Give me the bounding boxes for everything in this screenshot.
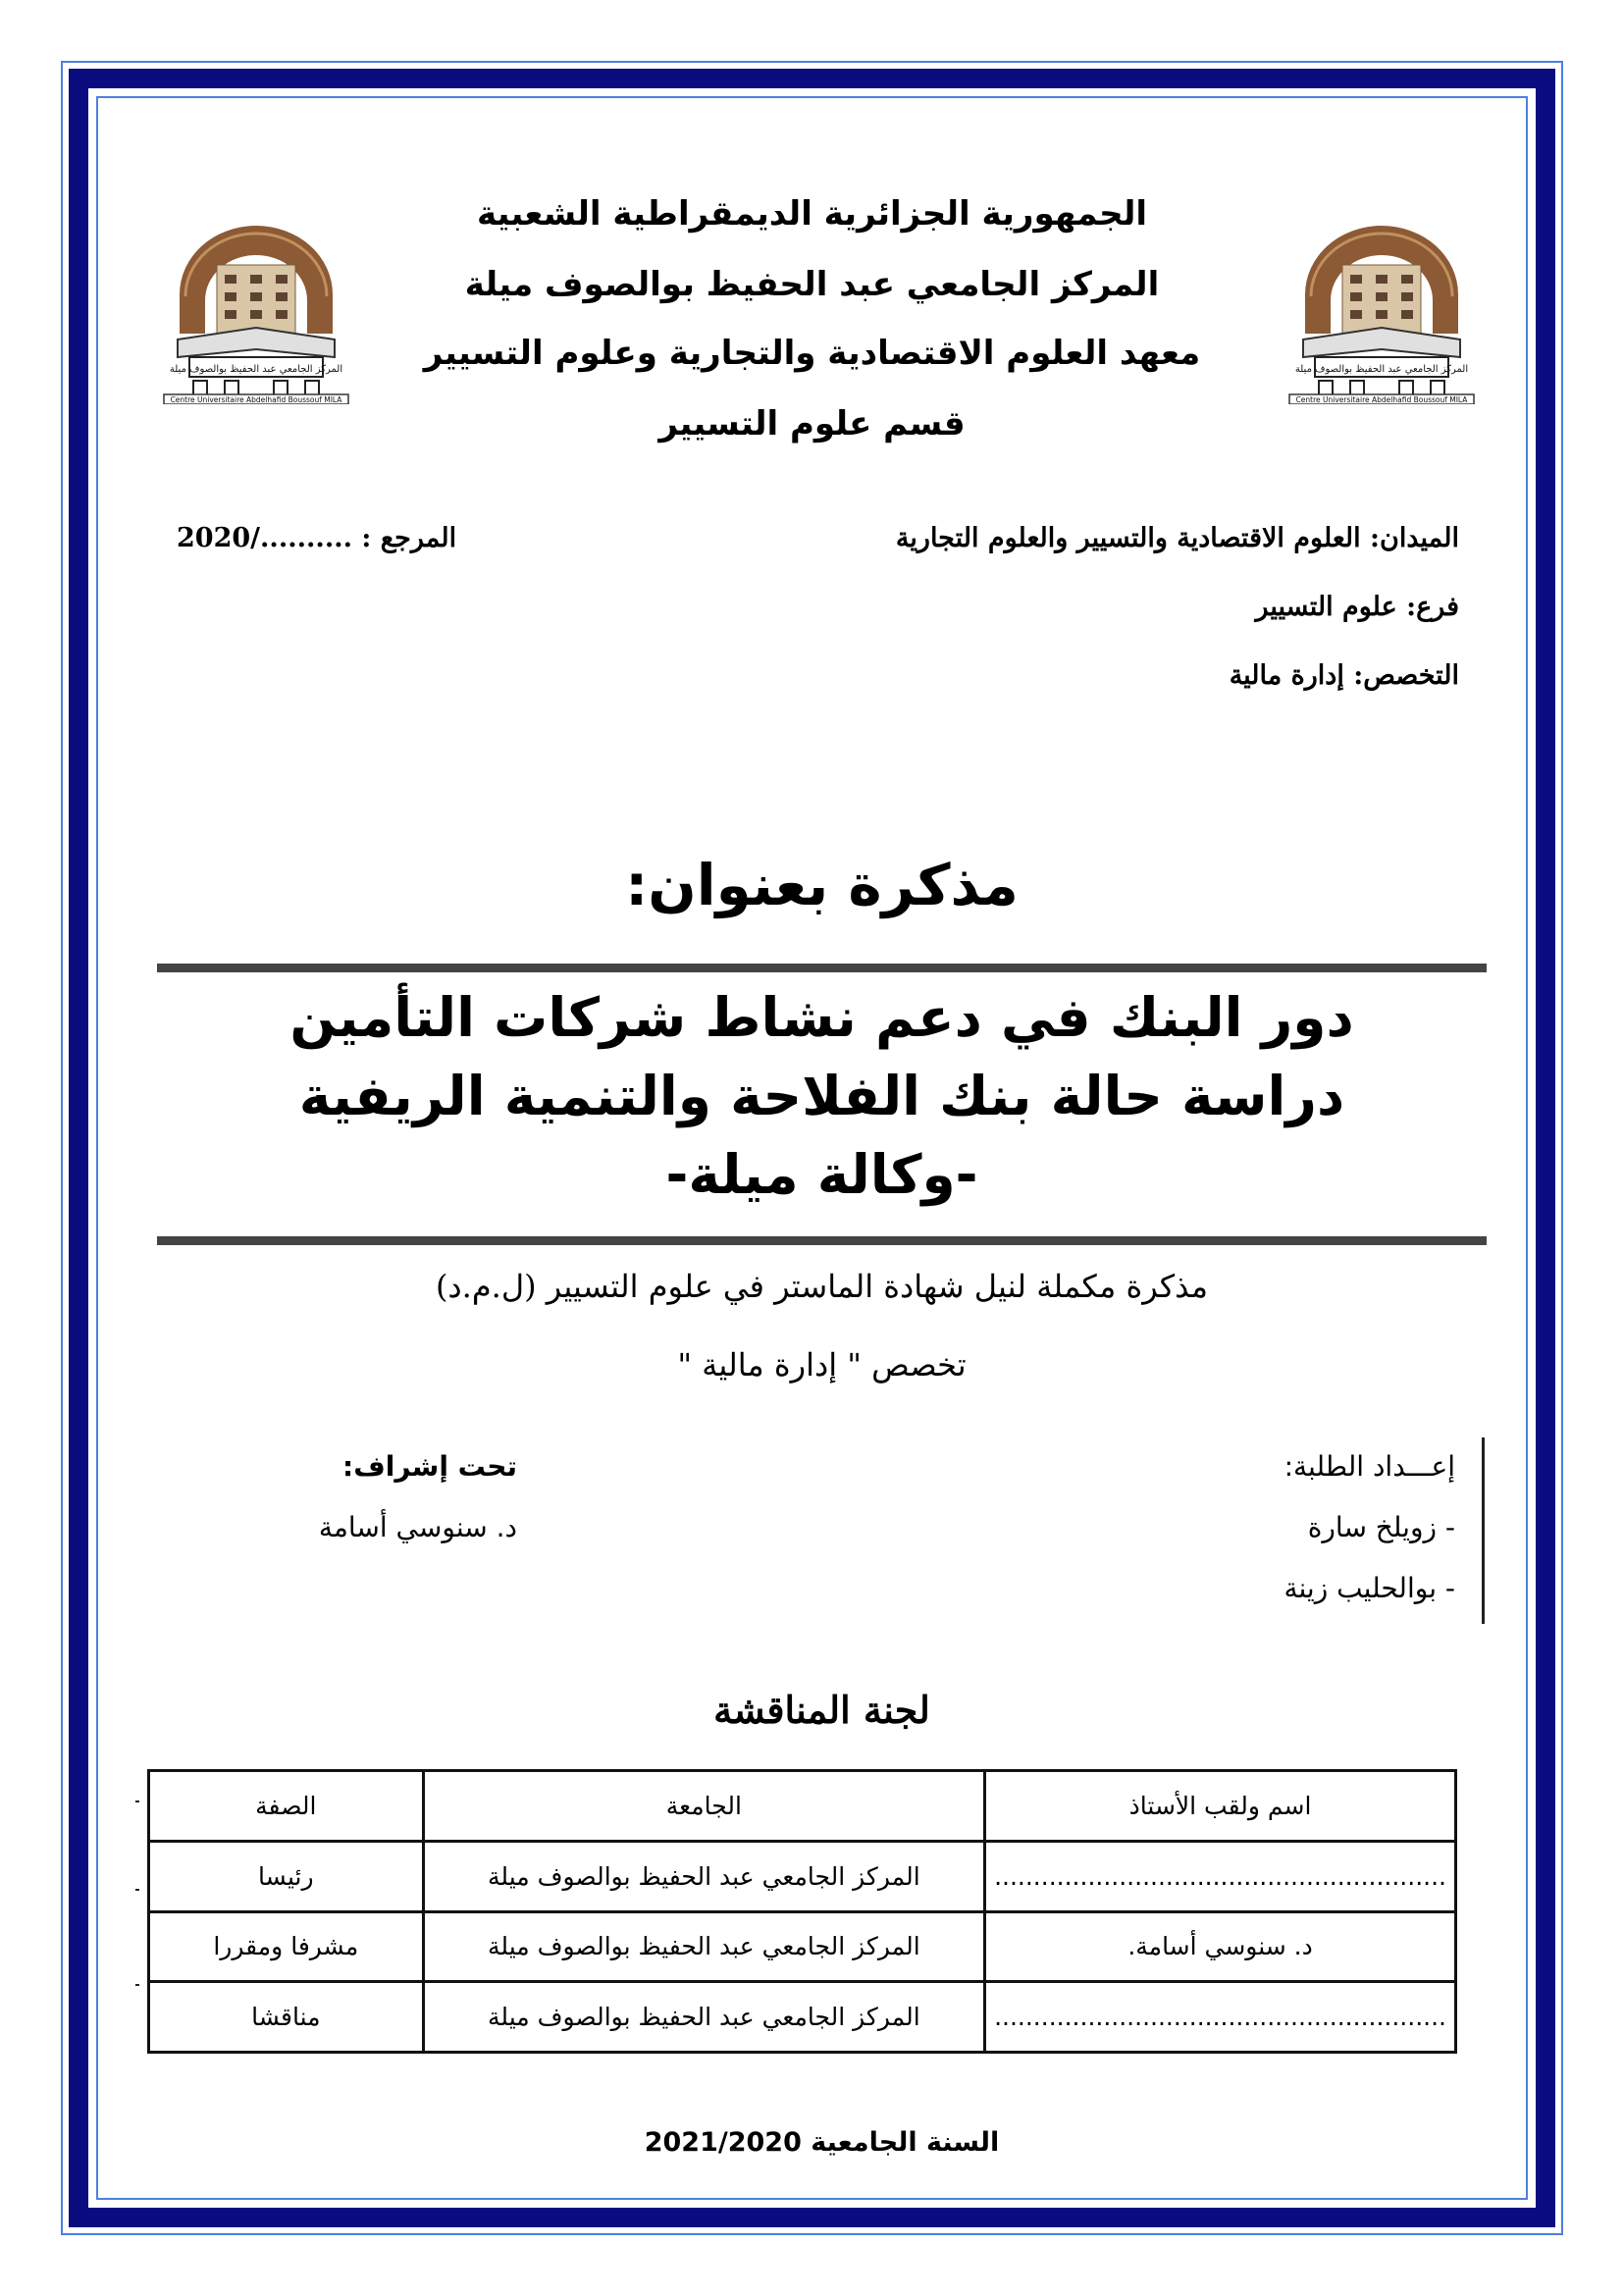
- cell-professor: د. سنوسي أسامة.: [985, 1911, 1456, 1982]
- logo-caption: Centre Universitaire Abdelhafid Boussouf MILA: [1295, 395, 1468, 404]
- university-logo-left: [160, 218, 352, 404]
- committee-table: [147, 1769, 1457, 2054]
- university-logo-right: [1285, 218, 1478, 404]
- student-name-2: - بوالحليب زينة: [1283, 1572, 1455, 1604]
- degree-statement: مذكرة مكملة لنيل شهادة الماستر في علوم التسيير (ل.م.د): [435, 1268, 1209, 1305]
- logo-arabic-text: المركز الجامعي عبد الحفيظ بوالصوف ميلة: [1294, 364, 1469, 375]
- cell-university: المركز الجامعي عبد الحفيظ بوالصوف ميلة: [423, 1911, 984, 1982]
- supervisor-name: د. سنوسي أسامة: [318, 1511, 517, 1543]
- students-label: إعـــداد الطلبة:: [1283, 1450, 1455, 1483]
- margin-tick: [135, 1889, 139, 1891]
- reference-field: المرجع : ........../2020: [177, 523, 457, 553]
- header-institute: معهد العلوم الاقتصادية والتجارية وعلوم التسيير: [423, 334, 1201, 373]
- cell-role: رئيسا: [149, 1841, 424, 1911]
- thesis-title-line2: دراسة حالة بنك الفلاحة والتنمية الريفية: [298, 1065, 1345, 1127]
- cell-role: مناقشا: [149, 1982, 424, 2053]
- margin-tick: [135, 1984, 139, 1986]
- table-row: [149, 1982, 1456, 2053]
- student-name-1: - زويلخ سارة: [1307, 1511, 1455, 1543]
- logo-arabic-text: المركز الجامعي عبد الحفيظ بوالصوف ميلة: [169, 364, 343, 375]
- specialty-statement: تخصص " إدارة مالية ": [677, 1346, 967, 1383]
- cell-professor: ..........................................................: [985, 1841, 1456, 1911]
- supervisor-label: تحت إشراف:: [342, 1450, 517, 1483]
- specialty-field: التخصص: إدارة مالية: [1229, 660, 1459, 691]
- memo-heading: مذكرة بعنوان:: [625, 852, 1019, 918]
- cell-university: المركز الجامعي عبد الحفيظ بوالصوف ميلة: [423, 1982, 984, 2053]
- cell-university: المركز الجامعي عبد الحفيظ بوالصوف ميلة: [423, 1841, 984, 1911]
- branch-field: فرع: علوم التسيير: [1255, 592, 1459, 622]
- committee-title: لجنة المناقشة: [713, 1688, 930, 1732]
- header-department: قسم علوم التسيير: [658, 404, 966, 444]
- title-top-rule: [157, 964, 1487, 972]
- header-role: الصفة: [149, 1771, 424, 1842]
- margin-tick: [135, 1800, 139, 1802]
- header-professor: اسم ولقب الأستاذ: [985, 1771, 1456, 1842]
- academic-year: السنة الجامعية 2021/2020: [644, 2127, 1000, 2158]
- table-header-row: [149, 1771, 1456, 1842]
- header-university: المركز الجامعي عبد الحفيظ بوالصوف ميلة: [464, 265, 1160, 304]
- title-bottom-rule: [157, 1236, 1487, 1245]
- cell-role: مشرفا ومقررا: [149, 1911, 424, 1982]
- domain-field: الميدان: العلوم الاقتصادية والتسيير والعلوم التجارية: [895, 523, 1459, 553]
- cell-professor: ..........................................................: [985, 1982, 1456, 2053]
- logo-caption: Centre Universitaire Abdelhafid Boussouf MILA: [170, 395, 342, 404]
- table-row: [149, 1841, 1456, 1911]
- thesis-title-line3: -وكالة ميلة-: [665, 1143, 978, 1206]
- header-republic: الجمهورية الجزائرية الديمقراطية الشعبية: [477, 194, 1147, 234]
- header-university: الجامعة: [423, 1771, 984, 1842]
- thesis-title-line1: دور البنك في دعم نشاط شركات التأمين: [289, 986, 1354, 1049]
- table-row: [149, 1911, 1456, 1982]
- students-divider: [1482, 1437, 1485, 1624]
